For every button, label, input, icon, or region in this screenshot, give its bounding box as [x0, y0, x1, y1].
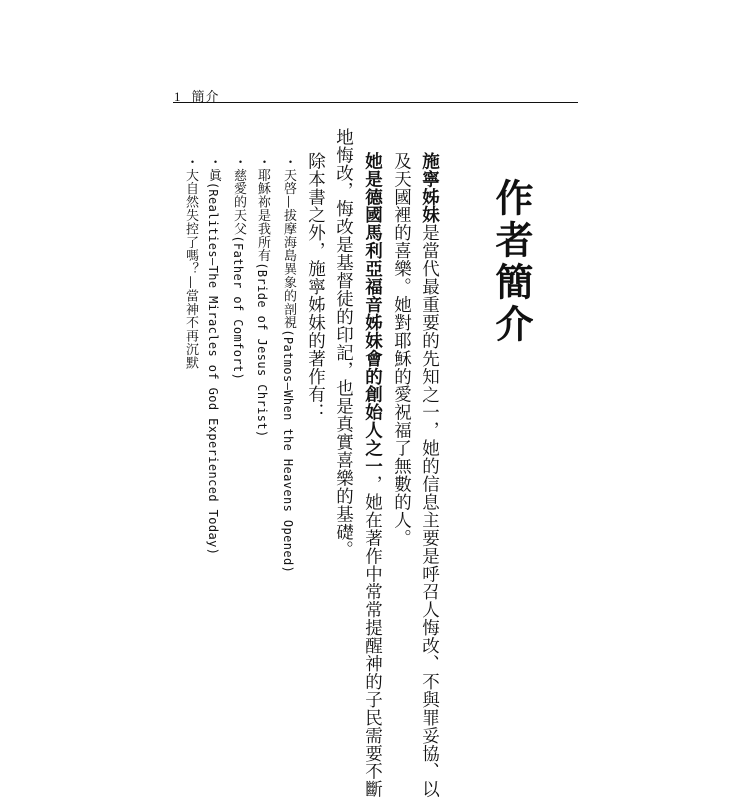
book-list-item [282, 155, 295, 573]
paragraph-line-1 [420, 152, 438, 798]
paragraph-line-4: 地悔改，悔改是基督徒的印記，也是真實喜樂的基礎。 [333, 128, 354, 559]
paragraph-line-1-text: 是當代最重要的先知之一，她的信息主要是呼召人悔改、不與罪妥協、以 [419, 223, 440, 798]
book-title: 大自然失控了嗎？—當神不再沉默 [183, 168, 198, 370]
paragraph-line-3 [363, 152, 381, 798]
section-title: 簡介 [191, 90, 220, 105]
bullet: ・ [206, 155, 221, 169]
bullet: ・ [281, 155, 296, 169]
book-list-item [207, 155, 220, 555]
paragraph-line-2: 及天國裡的喜樂。她對耶穌的愛祝福了無數的人。 [391, 152, 412, 547]
book-english-title: (Bride of Jesus Christ) [255, 262, 269, 438]
book-english-title: (Realities—The Miracles of God Experienced Today) [206, 181, 220, 556]
book-list-item [232, 155, 245, 380]
page-number: 1 [174, 89, 182, 104]
founder-statement: 她是德國馬利亞福音姊妹會的創始人之一 [362, 152, 383, 476]
author-name: 施寧姊妹 [419, 152, 440, 224]
book-list-item [256, 155, 269, 438]
book-title: 慈愛的天父 [231, 168, 246, 236]
book-title: 眞 [206, 168, 221, 182]
bullet: ・ [255, 155, 270, 169]
works-intro: 除本書之外，施寧姊妹的著作有： [305, 152, 326, 422]
book-english-title: (Father of Comfort) [231, 235, 245, 381]
book-list-item [184, 155, 197, 369]
bullet: ・ [231, 155, 246, 169]
book-english-title: (Patmos—When the Heavens Opened) [281, 329, 295, 574]
book-title: 天啓—拔摩海島異象的剖視 [281, 168, 296, 330]
chapter-title: 作者簡介 [489, 178, 533, 346]
book-title: 耶穌祢是我所有 [255, 168, 270, 263]
paragraph-line-3-text: ，她在著作中常常提醒神的子民需要不斷 [362, 475, 383, 798]
header-rule [173, 102, 578, 103]
bullet: ・ [183, 155, 198, 169]
